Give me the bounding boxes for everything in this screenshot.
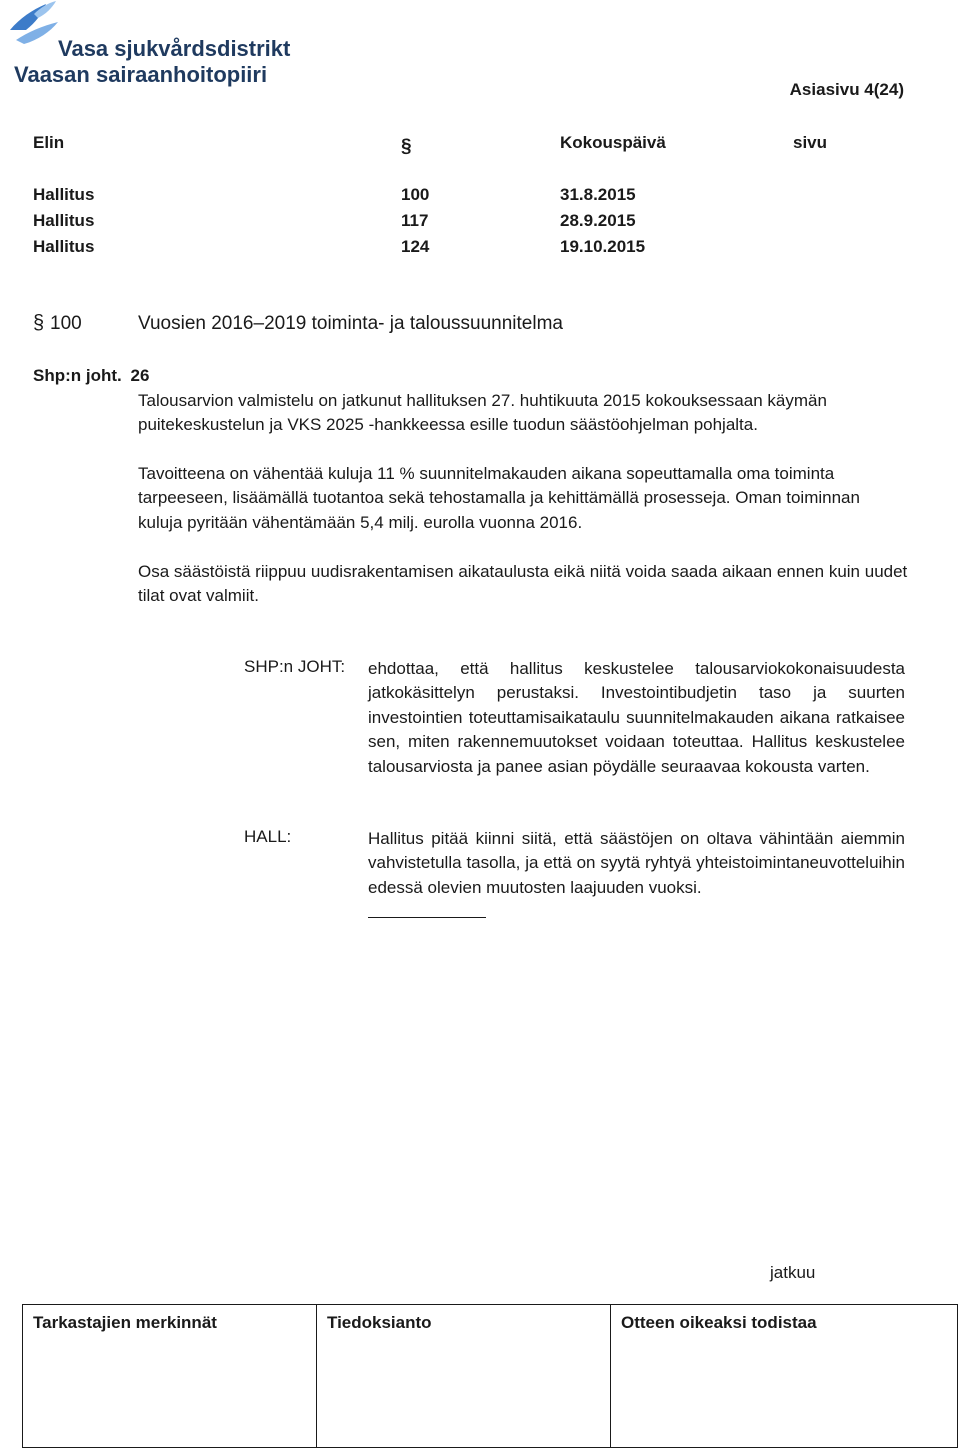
meeting-date: 31.8.2015	[560, 185, 636, 204]
item-title: Vuosien 2016–2019 toiminta- ja taloussuunnitelma	[138, 313, 563, 334]
footer-cell-certification	[611, 1305, 957, 1447]
footer-notification-label: Tiedoksianto	[327, 1313, 432, 1332]
continue-label: jatkuu	[770, 1263, 816, 1282]
end-rule	[368, 917, 486, 918]
logo-text-swedish: Vasa sjukvårdsdistrikt	[58, 36, 291, 61]
proposal-label: SHP:n JOHT:	[244, 657, 346, 676]
header-section-sign: §	[401, 136, 412, 157]
meeting-organ: Hallitus	[33, 237, 95, 256]
meeting-section: 124	[401, 237, 430, 256]
decision-label: HALL:	[244, 827, 292, 846]
header-organ: Elin	[33, 133, 65, 152]
footer-cell-notification	[317, 1305, 611, 1447]
paragraph: Tavoitteena on vähentää kuluja 11 % suunnitelmakauden aikana sopeuttamalla oma toiminta tarpeeseen, lisäämällä tuotantoa sekä tehostamalla ja kehittämällä prosesseja. Oman toiminnan kuluja pyritään vähentämään 5,4 milj. eurolla vuonna 2016.	[138, 464, 860, 532]
item-number: 100	[50, 313, 82, 334]
footer-cell-inspectors	[23, 1305, 317, 1447]
decision-text: Hallitus pitää kiinni siitä, että säästöjen on oltava vähintään aiemmin vahvistetulla tasolla, ja että on syytä ryhtyä yhteistoimintaneuvotteluihin edessä olevien muutosten laajuuden vuoksi.	[368, 829, 905, 897]
footer-inspectors-label: Tarkastajien merkinnät	[33, 1313, 217, 1332]
proposal-text: ehdottaa, että hallitus keskustelee talousarviokokonaisuudesta jatkokäsittelyn perustaksi. Investointibudjetin taso ja suurten investointien toteuttamisaikataulu suunnitelmakauden aikana ratkaisee sen, miten rakennemuutokset voidaan toteuttaa. Hallitus keskustelee talousarviosta ja panee asian pöydälle seuraavaa kokousta varten.	[368, 659, 905, 776]
meeting-date: 19.10.2015	[560, 237, 646, 256]
meeting-organ: Hallitus	[33, 185, 95, 204]
logo-text-finnish: Vaasan sairaanhoitopiiri	[14, 62, 268, 87]
meeting-section: 100	[401, 185, 430, 204]
presenter-number: 26	[130, 366, 150, 385]
meeting-organ: Hallitus	[33, 211, 95, 230]
item-section-sign: §	[33, 312, 45, 334]
presenter-label: Shp:n joht.	[33, 366, 122, 385]
header-page: sivu	[793, 133, 828, 152]
footer-certification-label: Otteen oikeaksi todistaa	[621, 1313, 817, 1332]
paragraph: Talousarvion valmistelu on jatkunut hallituksen 27. huhtikuuta 2015 kokouksessaan käymän puitekeskustelun ja VKS 2025 -hankkeessa esille tuodun säästöohjelman pohjalta.	[138, 391, 827, 435]
page-label: Asiasivu 4(24)	[789, 80, 904, 99]
meeting-section: 117	[401, 211, 429, 230]
meeting-date: 28.9.2015	[560, 211, 636, 230]
bird-logo-icon	[6, 0, 64, 52]
header-meeting-date: Kokouspäivä	[560, 133, 666, 152]
footer-table	[22, 1304, 958, 1448]
paragraph: Osa säästöistä riippuu uudisrakentamisen aikataulusta eikä niitä voida saada aikaan ennen kuin uudet tilat ovat valmiit.	[138, 562, 908, 606]
presenter	[33, 366, 149, 386]
